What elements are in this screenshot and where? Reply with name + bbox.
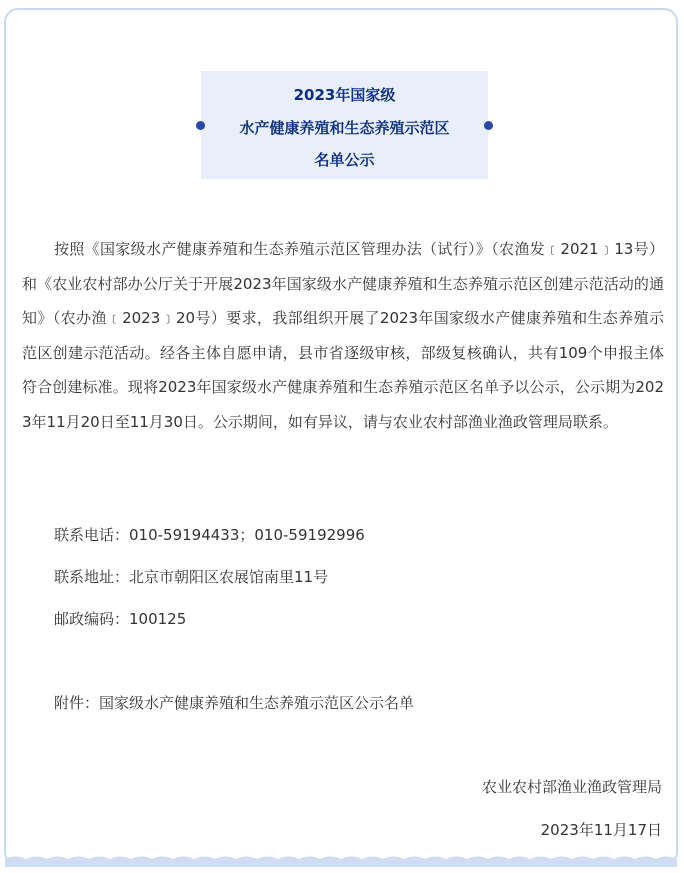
bullet-dot-left-icon [196, 121, 205, 130]
wave-border-decoration [5, 847, 677, 867]
title-box [201, 71, 488, 179]
title-line-2: 水产健康养殖和生态养殖示范区 [239, 119, 450, 137]
contact-postcode: 邮政编码：100125 [54, 610, 187, 628]
bullet-dot-right-icon [484, 121, 493, 130]
contact-phone: 联系电话：010-59194433；010-59192996 [54, 526, 365, 544]
announcement-paragraph: 按照《国家级水产健康养殖和生态养殖示范区管理办法（试行）》（农渔发﹝2021﹞13号）和《农业农村部办公厅关于开展2023年国家级水产健康养殖和生态养殖示范区创建示范活动的通知》（农办渔﹝2023﹞20号）要求，我部组织开展了2023年国家级水产健康养殖和生态养殖示范区创建示范活动。经各主体自愿申请，县市省逐级审核，部级复核确认，共有109个申报主体符合创建标准。现将2023年国家级水产健康养殖和生态养殖示范区名单予以公示，公示期为2023年11月20日至11月30日。公示期间，如有异议，请与农业农村部渔业渔政管理局联系。 [22, 240, 664, 431]
title-line-1: 2023年国家级 [293, 86, 396, 104]
attachment-note: 附件：国家级水产健康养殖和生态养殖示范区公示名单 [54, 694, 415, 712]
contact-address: 联系地址：北京市朝阳区农展馆南里11号 [54, 568, 329, 586]
title-line-3: 名单公示 [314, 151, 375, 169]
signature-org: 农业农村部渔业渔政管理局 [481, 778, 662, 796]
signature-date: 2023年11月17日 [540, 821, 662, 839]
